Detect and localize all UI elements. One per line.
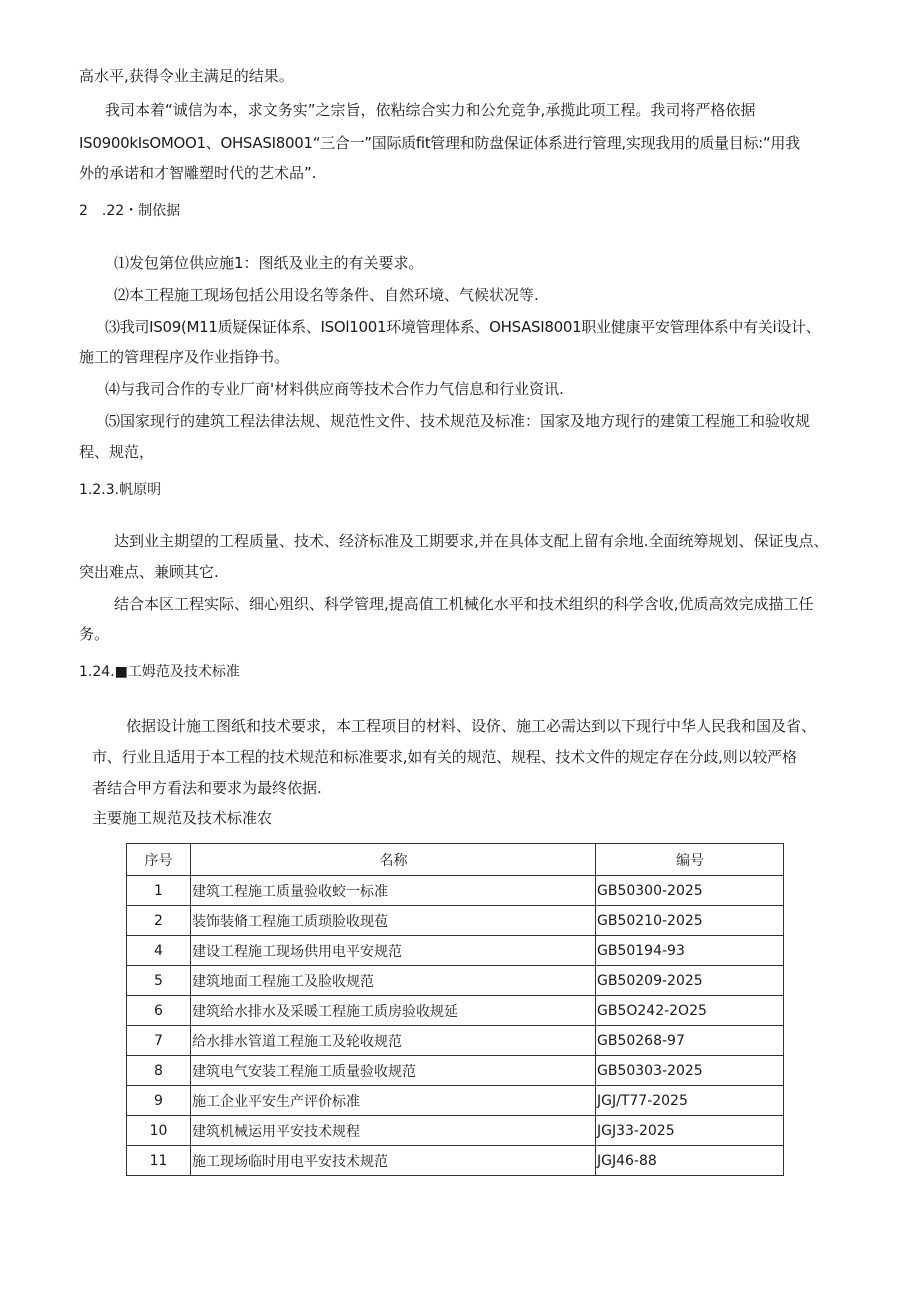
cell-no: 2 — [127, 906, 191, 936]
cell-no: 4 — [127, 936, 191, 966]
cell-no: 1 — [127, 876, 191, 906]
table-caption: 主要施工规范及技术标准农 — [92, 809, 273, 827]
cell-name: 建筑机械运用平安技术规程 — [191, 1116, 596, 1146]
cell-code: JGJ/T77-2025 — [596, 1086, 784, 1116]
cell-code: GB5O242-2O25 — [596, 996, 784, 1026]
list-item: 者结合甲方看法和要求为最终依据. — [92, 779, 322, 797]
cell-no: 6 — [127, 996, 191, 1026]
cell-name: 建筑地面工程施工及脸收规范 — [191, 966, 596, 996]
list-item: 市、行业且适用于本工程的技术规范和标准要求,如有关的规范、规程、技术文件的规定存在分歧,则以较严格 — [92, 748, 797, 766]
cell-code: GB50303-2025 — [596, 1056, 784, 1086]
paragraph-line: 我司本着“诚信为本，求文务实”之宗旨，依粘综合实力和公允竞争,承揽此项工程。我司将严格依据 — [105, 101, 756, 119]
list-item: ⑵本工程施工现场包括公用设名等条件、自然环境、气候状况等. — [114, 286, 539, 304]
cell-name: 建设工程施工现场供用电平安规范 — [191, 936, 596, 966]
table-row — [127, 936, 784, 966]
list-item: 务。 — [79, 625, 110, 643]
cell-name: 建筑给水排水及采暖工程施工质房验收规延 — [191, 996, 596, 1026]
standards-table — [126, 843, 784, 1176]
cell-name: 建筑工程施工质量验收蛟一标准 — [191, 876, 596, 906]
header-cell-name: 名称 — [191, 844, 596, 876]
cell-no: 10 — [127, 1116, 191, 1146]
cell-no: 5 — [127, 966, 191, 996]
list-item: 依据设计施工图纸和技术要求，本工程项目的材料、设侪、施工必需达到以下现行中华人民我和国及省、 — [126, 717, 817, 735]
cell-code: GB50210-2025 — [596, 906, 784, 936]
section-heading-123: 1.2.3.帆原明 — [79, 482, 162, 498]
paragraph-line: 外的承诺和才智雕塑时代的艺术品”. — [79, 164, 317, 182]
table-row — [127, 966, 784, 996]
table-row — [127, 876, 784, 906]
cell-no: 8 — [127, 1056, 191, 1086]
list-item: ⑶我司IS09(M11质疑保证体系、ISOl1001环境管理体系、OHSASI8001职业健康平安管理体系中有关i设计、 — [105, 318, 821, 336]
cell-name: 施工企业平安生产评价标准 — [191, 1086, 596, 1116]
cell-code: GB50300-2025 — [596, 876, 784, 906]
cell-code: JGJ33-2025 — [596, 1116, 784, 1146]
cell-no: 11 — [127, 1146, 191, 1176]
header-cell-code: 编号 — [596, 844, 784, 876]
list-item: ⑴发包第位供应施1：图纸及业主的有关要求。 — [114, 254, 424, 272]
cell-code: GB50209-2025 — [596, 966, 784, 996]
table-row — [127, 1056, 784, 1086]
cell-name: 施工现场临时用电平安技术规范 — [191, 1146, 596, 1176]
table-row — [127, 1086, 784, 1116]
cell-code: GB50268-97 — [596, 1026, 784, 1056]
list-item: 突出难点、兼顾其它. — [79, 563, 219, 581]
table-row — [127, 1026, 784, 1056]
table-row — [127, 1146, 784, 1176]
cell-name: 建筑电气安装工程施工质量验收规范 — [191, 1056, 596, 1086]
section-heading-124: 1.24.■工姆范及技术标准 — [79, 664, 240, 680]
cell-name: 给水排水管道工程施工及轮收规范 — [191, 1026, 596, 1056]
section-heading-122: 2 .22・制依据 — [79, 203, 181, 219]
list-item: 达到业主期望的工程质量、技术、经济标准及工期要求,并在具体支配上留有余地.全面统筹规划、保证曳点、 — [114, 532, 829, 550]
table-row — [127, 906, 784, 936]
paragraph-line: 高水平,获得令业主满足的结果。 — [79, 67, 294, 85]
list-item: 结合本区工程实际、细心殂织、科学管理,提高值工机械化水平和技术组织的科学含收,优质高效完成描工任 — [114, 595, 814, 613]
cell-name: 装饰装脩工程施工质琐脸收现苞 — [191, 906, 596, 936]
list-item: 程、规范， — [79, 443, 155, 461]
list-item: ⑷与我司合作的专业厂商'材料供应商等技术合作力气信息和行业资讯. — [105, 380, 564, 398]
cell-code: GB50194-93 — [596, 936, 784, 966]
table-row — [127, 1116, 784, 1146]
cell-code: JGJ46-88 — [596, 1146, 784, 1176]
list-item: ⑸国家现行的建筑工程法律法规、规范性文件、技术规范及标准：国家及地方现行的建策工程施工和验收规 — [105, 412, 811, 430]
table-header-row — [127, 844, 784, 876]
list-item: 施工的管理程序及作业指铮书。 — [79, 348, 290, 366]
paragraph-line: IS0900kIsOMOO1、OHSASI8001“三合一”国际质fit管理和防盘保证体系进行管理,实现我用的质量目标:“用我 — [79, 134, 800, 152]
cell-no: 9 — [127, 1086, 191, 1116]
table-row — [127, 996, 784, 1026]
cell-no: 7 — [127, 1026, 191, 1056]
header-cell-no: 序号 — [127, 844, 191, 876]
